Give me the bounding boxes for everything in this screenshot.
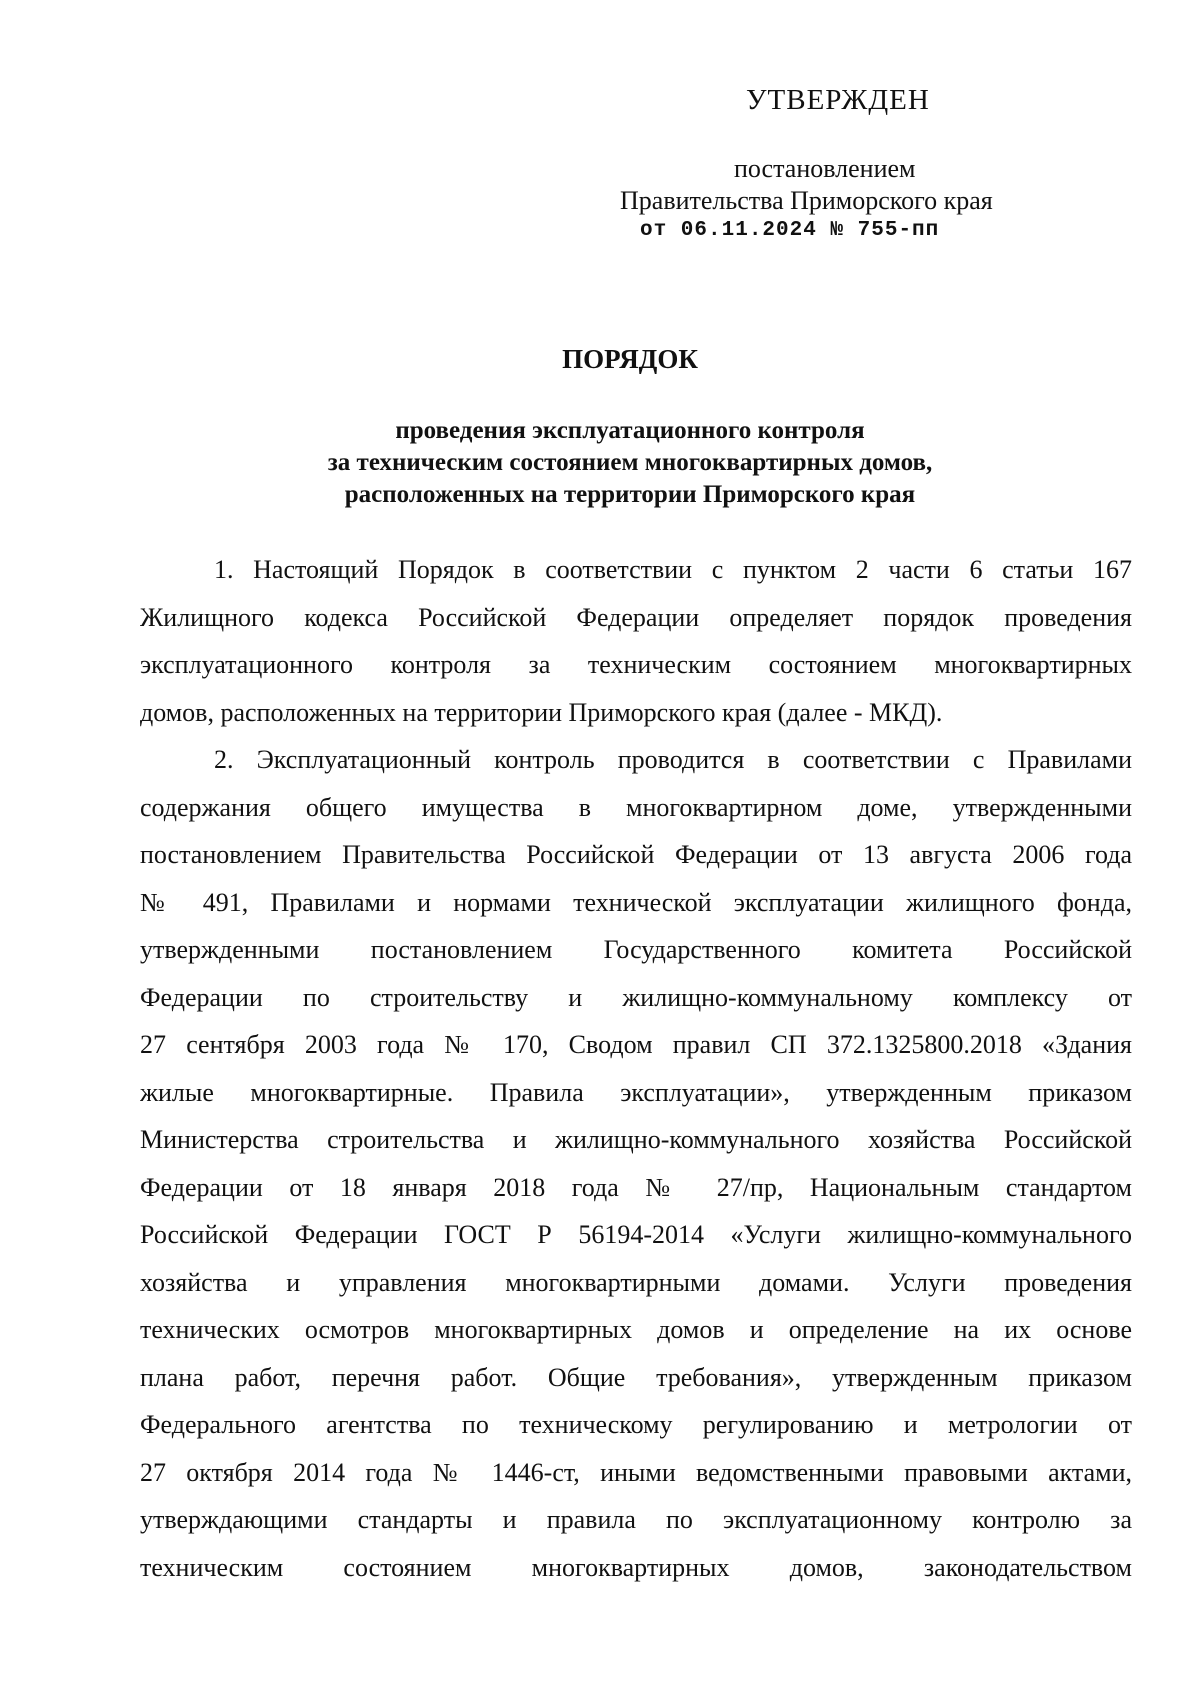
paragraph-line: эксплуатационного контроля за техническим состоянием многоквартирных xyxy=(140,650,1132,679)
paragraph-line: постановлением Правительства Российской Федерации от 13 августа 2006 года xyxy=(140,840,1132,869)
paragraph-line: хозяйства и управления многоквартирными домами. Услуги проведения xyxy=(140,1267,1132,1297)
paragraph-2 xyxy=(140,736,1132,1591)
paragraph-line: жилые многоквартирные. Правила эксплуатации», утвержденным приказом xyxy=(140,1077,1132,1107)
paragraph-line: 1. Настоящий Порядок в соответствии с пунктом 2 части 6 статьи 167 xyxy=(214,555,1132,584)
paragraph-line: утверждающими стандарты и правила по эксплуатационному контролю за xyxy=(140,1505,1132,1534)
document-heading: ПОРЯДОК xyxy=(562,344,698,374)
paragraph-line: техническим состоянием многоквартирных домов, законодательством xyxy=(140,1552,1132,1582)
paragraph-1 xyxy=(140,546,1132,736)
subheading-line: проведения эксплуатационного контроля xyxy=(395,417,865,444)
paragraph-line: Федерации от 18 января 2018 года № 27/пр, Национальным стандартом xyxy=(140,1172,1132,1202)
paragraph-line: 2. Эксплуатационный контроль проводится в соответствии с Правилами xyxy=(214,745,1132,774)
paragraph-line: Жилищного кодекса Российской Федерации определяет порядок проведения xyxy=(140,602,1132,632)
approval-date-number-stamp: от 06.11.2024 № 755-пп xyxy=(640,219,940,242)
paragraph-line: Федерального агентства по техническому регулированию и метрологии от xyxy=(140,1410,1132,1439)
document-body xyxy=(140,546,1132,1591)
paragraph-line: Российской Федерации ГОСТ Р 56194-2014 «Услуги жилищно-коммунального xyxy=(140,1220,1132,1249)
approval-resolution-label: постановлением xyxy=(734,154,916,183)
paragraph-line: содержания общего имущества в многоквартирном доме, утвержденными xyxy=(140,792,1132,822)
paragraph-line: 27 октября 2014 года № 1446-ст, иными ведомственными правовыми актами, xyxy=(140,1457,1132,1487)
paragraph-line: технических осмотров многоквартирных домов и определение на их основе xyxy=(140,1315,1132,1344)
subheading-line: за техническим состоянием многоквартирных домов, xyxy=(327,449,933,476)
paragraph-line: утвержденными постановлением Государственного комитета Российской xyxy=(140,935,1132,964)
approval-title: УТВЕРЖДЕН xyxy=(746,84,930,116)
paragraph-line: плана работ, перечня работ. Общие требования», утвержденным приказом xyxy=(140,1362,1132,1392)
paragraph-line: 27 сентября 2003 года № 170, Сводом правил СП 372.1325800.2018 «Здания xyxy=(140,1030,1132,1059)
paragraph-line: Федерации по строительству и жилищно-коммунальному комплексу от xyxy=(140,982,1132,1012)
document-subheading xyxy=(0,415,1200,511)
paragraph-line: домов, расположенных на территории Приморского края (далее - МКД). xyxy=(140,697,943,727)
paragraph-line: № 491, Правилами и нормами технической эксплуатации жилищного фонда, xyxy=(140,887,1132,917)
subheading-line: расположенных на территории Приморского края xyxy=(344,481,916,508)
paragraph-line: Министерства строительства и жилищно-коммунального хозяйства Российской xyxy=(140,1125,1132,1154)
approval-government-label: Правительства Приморского края xyxy=(620,186,993,215)
